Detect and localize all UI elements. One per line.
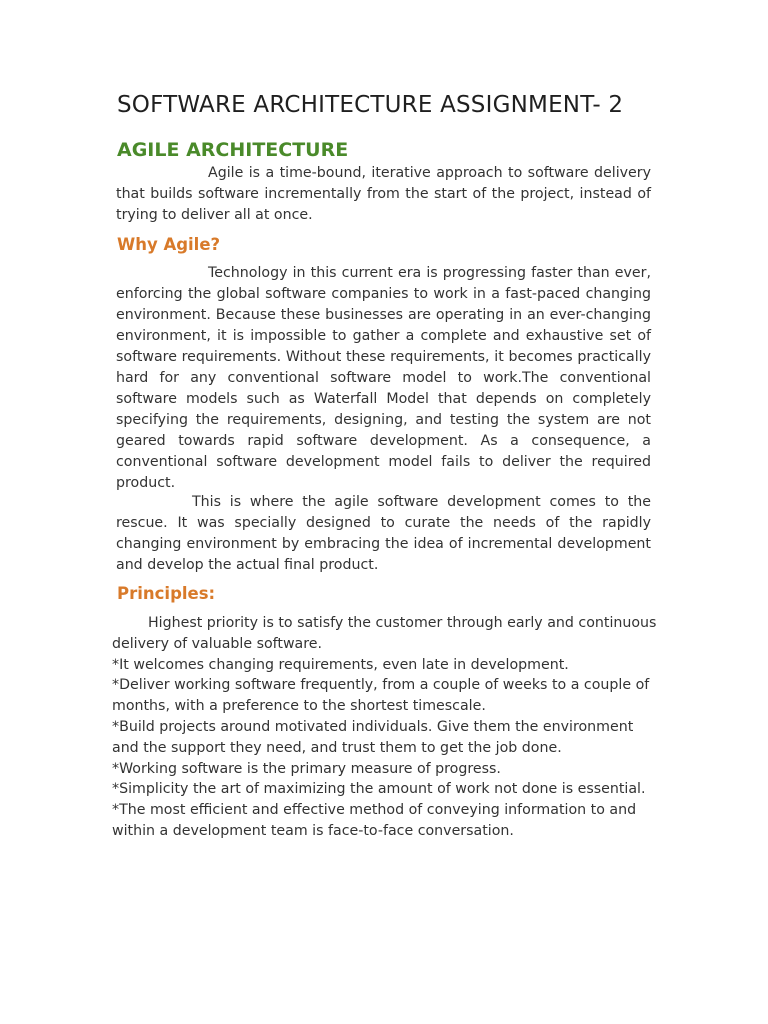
principle-item: *Deliver working software frequently, from a couple of weeks to a couple of months, with a preference to the shortest timescale.: [112, 677, 650, 715]
principle-item: *Working software is the primary measure of progress.: [112, 760, 501, 777]
why-agile-heading: Why Agile?: [117, 235, 221, 254]
principle-item: Highest priority is to satisfy the customer through early and continuous delivery of valuable software.: [112, 615, 657, 652]
principles-list: [112, 613, 657, 842]
principle-item: *Build projects around motivated individuals. Give them the environment and the support they need, and trust them to get the job done.: [112, 718, 634, 756]
principles-heading: Principles:: [117, 584, 216, 603]
agile-definition-paragraph: Agile is a time-bound, iterative approach to software delivery that builds software incrementally from the start of the project, instead of trying to deliver all at once.: [116, 165, 651, 223]
principle-item: *It welcomes changing requirements, even late in development.: [112, 656, 569, 673]
principle-item: *The most efficient and effective method of conveying information to and within a development team is face-to-face conversation.: [112, 802, 637, 839]
why-agile-paragraph-2: This is where the agile software development comes to the rescue. It was specially designed to curate the needs of the rapidly changing environment by embracing the idea of incremental development and develop the actual final product.: [116, 494, 651, 573]
document-title: SOFTWARE ARCHITECTURE ASSIGNMENT- 2: [117, 92, 624, 118]
agile-architecture-heading: AGILE ARCHITECTURE: [117, 139, 349, 161]
why-agile-paragraph-1: Technology in this current era is progressing faster than ever, enforcing the global software companies to work in a fast-paced changing environment. Because these businesses are operating in an ever-changing environment, it is impossible to gather a complete and exhaustive set of software requirements. Without these requirements, it becomes practically hard for any conventional software model to work.The conventional software models such as Waterfall Model that depends on completely specifying the requirements, designing, and testing the system are not geared towards rapid software development. As a consequence, a conventional software development model fails to deliver the required product.: [116, 265, 651, 491]
principle-item: *Simplicity the art of maximizing the amount of work not done is essential.: [112, 781, 646, 798]
